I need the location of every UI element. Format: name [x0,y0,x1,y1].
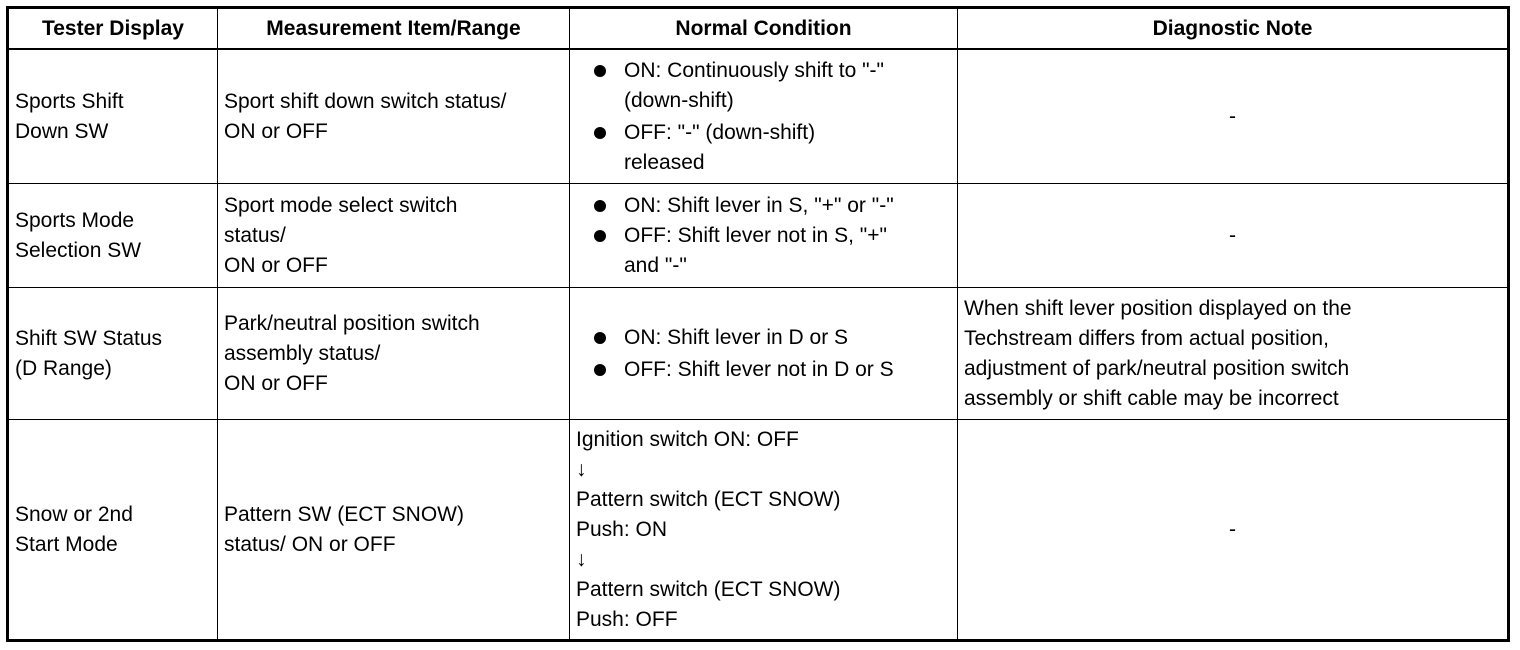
measurement-cell [218,288,570,420]
diagnostic-note-cell [958,49,1509,184]
normal-condition-list [576,56,951,178]
tester-display-text: Sports Shift Down SW [15,89,124,143]
measurement-text: Pattern SW (ECT SNOW) status/ ON or OFF [224,502,464,556]
tester-display-cell [8,420,218,641]
diagnostic-data-table [6,6,1510,642]
diagnostic-note-text: - [1229,517,1236,541]
normal-condition-cell [570,49,958,184]
header-measurement-item-range: Measurement Item/Range [218,8,570,50]
sequence-step: Pattern switch (ECT SNOW) Push: OFF [576,577,841,631]
diagnostic-note-cell [958,288,1509,420]
tester-display-cell [8,184,218,288]
diagnostic-note-text: - [1229,104,1236,128]
sequence-step: Ignition switch ON: OFF [576,427,799,451]
table-row [8,420,1509,641]
normal-condition-item: ON: Continuously shift to "-" (down-shift) [576,56,951,116]
measurement-cell [218,49,570,184]
table-header-row [8,8,1509,50]
tester-display-text: Snow or 2nd Start Mode [15,502,133,556]
normal-condition-cell [570,184,958,288]
header-tester-display: Tester Display [8,8,218,50]
header-diagnostic-note: Diagnostic Note [958,8,1509,50]
tester-display-text: Shift SW Status (D Range) [15,326,163,380]
tester-display-cell [8,288,218,420]
down-arrow-icon: ↓ [576,457,587,481]
normal-condition-item: OFF: "-" (down-shift) released [576,118,951,178]
diagnostic-note-cell [958,184,1509,288]
diagnostic-note-text: - [1229,223,1236,247]
normal-condition-cell [570,420,958,641]
normal-condition-item: ON: Shift lever in S, "+" or "-" [576,191,951,221]
diagnostic-note-text: When shift lever position displayed on the Techstream differs from actual position, adjustment of park/neutral position switch assembly or shift cable may be incorrect [964,296,1352,410]
table-row [8,288,1509,420]
diagnostic-note-cell [958,420,1509,641]
measurement-cell [218,420,570,641]
tester-display-text: Sports Mode Selection SW [15,208,142,262]
normal-condition-list [576,323,951,385]
normal-condition-item: ON: Shift lever in D or S [576,323,951,353]
measurement-cell [218,184,570,288]
normal-condition-list [576,191,951,281]
table-row [8,184,1509,288]
down-arrow-icon: ↓ [576,547,587,571]
measurement-text: Park/neutral position switch assembly status/ ON or OFF [224,311,480,395]
sequence-step: Pattern switch (ECT SNOW) Push: ON [576,487,841,541]
table-row [8,49,1509,184]
header-normal-condition: Normal Condition [570,8,958,50]
measurement-text: Sport shift down switch status/ ON or OFF [224,89,507,143]
measurement-text: Sport mode select switch status/ ON or OFF [224,193,458,277]
normal-condition-cell [570,288,958,420]
tester-display-cell [8,49,218,184]
normal-condition-item: OFF: Shift lever not in S, "+" and "-" [576,221,951,281]
normal-condition-item: OFF: Shift lever not in D or S [576,355,951,385]
